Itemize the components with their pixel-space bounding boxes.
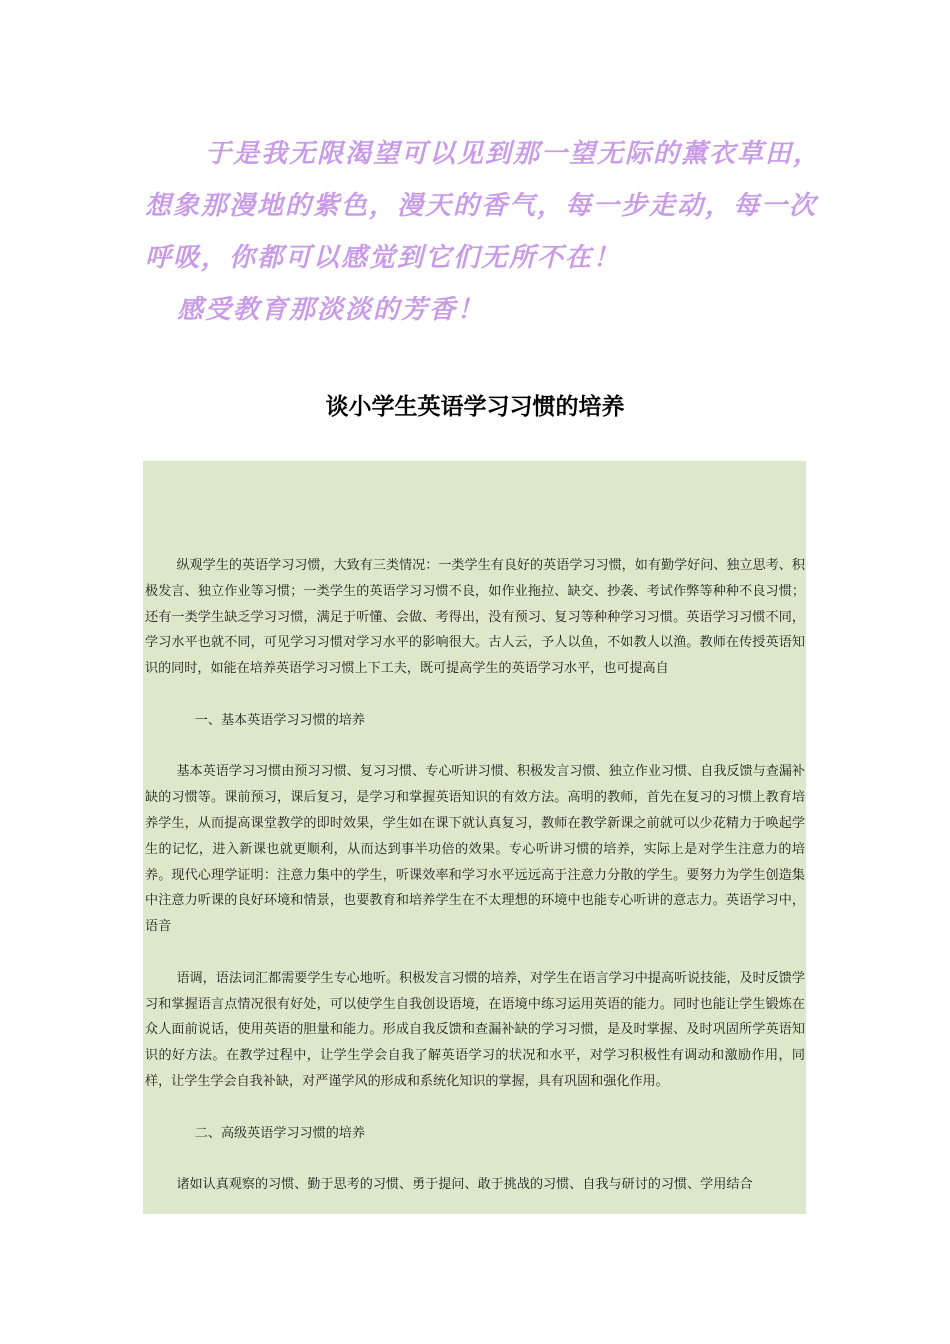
quote-line-4: 感受教育那淡淡的芳香！ (177, 295, 486, 325)
article-body (145, 553, 805, 1214)
quote-line-1: 于是我无限渴望可以见到那一望无际的薰衣草田， (205, 139, 822, 169)
decorative-quote (145, 128, 825, 336)
article-panel (143, 461, 806, 1214)
article-paragraph-intro: 纵观学生的英语学习习惯，大致有三类情况：一类学生有良好的英语学习习惯，如有勤学好问、独立思考、积极发言、独立作业等习惯；一类学生的英语学习习惯不良，如作业拖拉、缺交、抄袭、考试作弊等种种不良习惯；还有一类学生缺乏学习习惯，满足于听懂、会做、考得出，没有预习、复习等种种学习习惯。英语学习习惯不同，学习水平也就不同，可见学习习惯对学习水平的影响很大。古人云，予人以鱼，不如教人以渔。教师在传授英语知识的同时，如能在培养英语学习习惯上下工夫，既可提高学生的英语学习水平，也可提高自 (145, 558, 805, 677)
article-paragraph-basic-1: 基本英语学习习惯由预习习惯、复习习惯、专心听讲习惯、积极发言习惯、独立作业习惯、自我反馈与查漏补缺的习惯等。课前预习，课后复习，是学习和掌握英语知识的有效方法。高明的教师，首先在复习的习惯上教育培养学生，从而提高课堂教学的即时效果，学生如在课下就认真复习，教师在教学新课之前就可以少花精力于唤起学生的记忆，进入新课也就更顺利，从而达到事半功倍的效果。专心听讲习惯的培养，实际上是对学生注意力的培养。现代心理学证明：注意力集中的学生，听课效率和学习水平远远高于注意力分散的学生。要努力为学生创造集中注意力听课的良好环境和情景，也要教育和培养学生在不太理想的环境中也能专心听讲的意志力。英语学习中，语音 (145, 764, 805, 935)
article-paragraph-basic-2: 语调，语法词汇都需要学生专心地听。积极发言习惯的培养，对学生在语言学习中提高听说技能，及时反馈学习和掌握语言点情况很有好处，可以使学生自我创设语境，在语境中练习运用英语的能力。同时也能让学生锻炼在众人面前说话，使用英语的胆量和能力。形成自我反馈和查漏补缺的学习习惯，是及时掌握、及时巩固所学英语知识的好方法。在教学过程中，让学生学会自我了解英语学习的状况和水平，对学习积极性有调动和激励作用，同样，让学生学会自我补缺，对严谨学风的形成和系统化知识的掌握，具有巩固和强化作用。 (145, 970, 805, 1089)
section-heading-advanced: 二、高级英语学习习惯的培养 (194, 1125, 365, 1141)
quote-line-2: 想象那漫地的紫色，漫天的香气，每一步走动，每一次 (145, 191, 818, 221)
quote-line-3: 呼吸，你都可以感觉到它们无所不在！ (145, 243, 622, 273)
page-title: 谈小学生英语学习习惯的培养 (325, 394, 625, 421)
article-paragraph-advanced: 诸如认真观察的习惯、勤于思考的习惯、勇于提问、敢于挑战的习惯、自我与研讨的习惯、学用结合 (176, 1177, 753, 1193)
section-heading-basic: 一、基本英语学习习惯的培养 (194, 712, 365, 728)
